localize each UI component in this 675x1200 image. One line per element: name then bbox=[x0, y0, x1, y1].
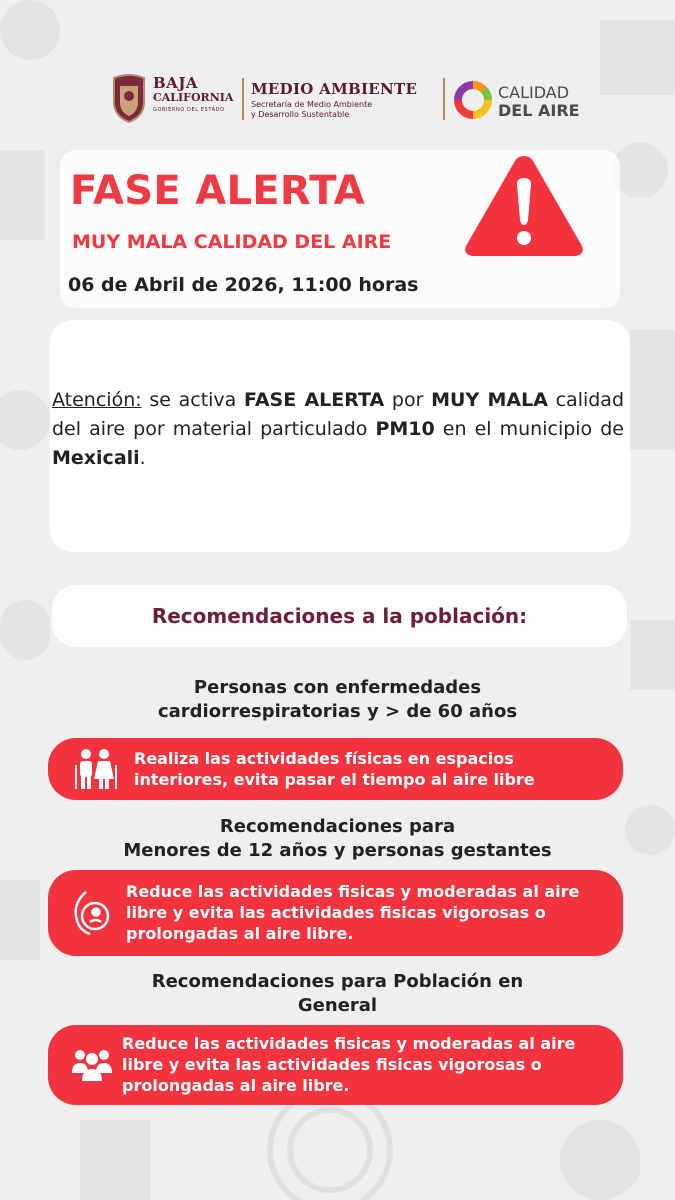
attention-text-part: . bbox=[139, 447, 146, 469]
group-title-line: Menores de 12 años y personas gestantes bbox=[123, 840, 552, 861]
alert-title: FASE ALERTA bbox=[70, 168, 365, 214]
group-title-line: Recomendaciones para bbox=[219, 816, 456, 837]
recommendations-title: Recomendaciones a la población: bbox=[151, 604, 528, 628]
group-title-line: Personas con enfermedades bbox=[193, 677, 482, 698]
attention-text-part: calidad del aire por material particulado bbox=[52, 389, 625, 440]
calidad-aire-line1: CALIDAD bbox=[498, 83, 570, 102]
attention-label: Atención: bbox=[52, 389, 142, 411]
group-title-elderly bbox=[40, 676, 635, 724]
baja-logo-line2: CALIFORNIA bbox=[153, 91, 234, 104]
baja-california-shield-icon bbox=[110, 72, 148, 124]
attention-pollutant: PM10 bbox=[375, 418, 435, 440]
logo-divider bbox=[242, 78, 244, 120]
medio-ambiente-title: MEDIO AMBIENTE bbox=[251, 80, 418, 98]
recommendation-pill-minors bbox=[48, 870, 623, 956]
baja-logo-sub: GOBIERNO DEL ESTADO bbox=[153, 107, 225, 113]
recommendation-line: prolongadas al aire libre. bbox=[122, 1076, 350, 1095]
recommendation-pill-elderly bbox=[48, 738, 623, 800]
recommendation-line: libre y evita las actividades fisicas vigorosas o bbox=[122, 1055, 542, 1074]
medio-ambiente-sub1: Secretaría de Medio Ambiente bbox=[251, 100, 373, 109]
alert-date: 06 de Abril de 2026, 11:00 horas bbox=[68, 274, 419, 296]
recommendation-line: libre y evita las actividades fisicas vigorosas o bbox=[126, 903, 546, 922]
attention-level: MUY MALA bbox=[431, 389, 548, 411]
calidad-aire-ring-icon bbox=[454, 81, 492, 119]
calidad-aire-line2: DEL AIRE bbox=[498, 101, 580, 120]
warning-triangle-icon bbox=[462, 150, 586, 262]
people-group-icon bbox=[70, 1045, 114, 1083]
recommendation-line: prolongadas al aire libre. bbox=[126, 924, 354, 943]
group-title-line: cardiorrespiratorias y > de 60 años bbox=[157, 701, 518, 722]
recommendation-line: Reduce las actividades fisicas y moderadas al aire bbox=[126, 882, 580, 901]
alert-subtitle: MUY MALA CALIDAD DEL AIRE bbox=[72, 231, 392, 253]
recommendation-line: Reduce las actividades fisicas y moderadas al aire bbox=[122, 1034, 576, 1053]
attention-phase: FASE ALERTA bbox=[244, 389, 385, 411]
recommendation-pill-general bbox=[48, 1025, 623, 1105]
header-logos bbox=[0, 70, 675, 130]
elderly-couple-icon bbox=[72, 747, 120, 791]
recommendation-line: Realiza las actividades físicas en espacios bbox=[134, 749, 514, 768]
group-title-minors bbox=[40, 815, 635, 863]
medio-ambiente-sub2: y Desarrollo Sustentable bbox=[251, 110, 350, 119]
attention-text-part: por bbox=[384, 389, 432, 411]
baja-logo-line1: BAJA bbox=[153, 74, 199, 92]
attention-text bbox=[52, 386, 624, 473]
attention-municipality: Mexicali bbox=[52, 447, 140, 469]
logo-divider bbox=[443, 78, 445, 120]
group-title-line: General bbox=[297, 995, 378, 1016]
group-title-line: Recomendaciones para Población en bbox=[151, 971, 524, 992]
pregnant-person-icon bbox=[68, 888, 118, 938]
attention-text-part: se activa bbox=[141, 389, 245, 411]
attention-text-part: en el municipio de bbox=[434, 418, 624, 440]
group-title-general bbox=[40, 970, 635, 1018]
recommendation-line: interiores, evita pasar el tiempo al aire libre bbox=[134, 770, 535, 789]
